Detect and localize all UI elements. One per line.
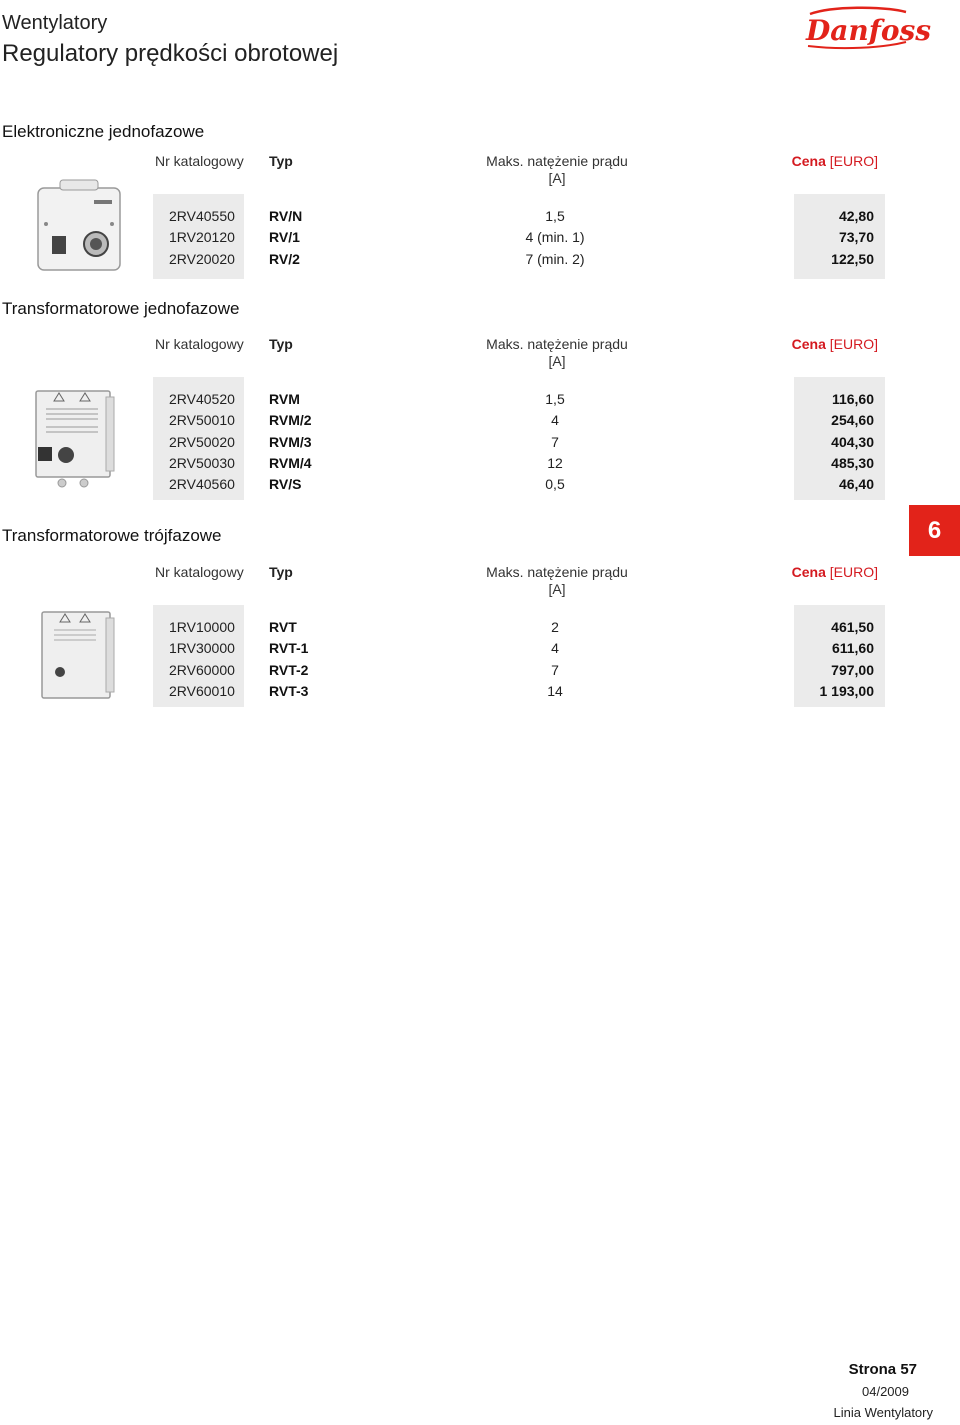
catalog-number: 2RV50030	[169, 455, 235, 471]
price-header-unit: [EURO]	[829, 336, 878, 352]
catalog-number: 2RV40520	[169, 391, 235, 407]
price-header-unit: [EURO]	[829, 153, 878, 169]
max-current: 2	[551, 619, 559, 635]
column-header-price	[760, 153, 878, 170]
table-row	[0, 410, 960, 431]
price: 461,50	[831, 619, 874, 635]
max-current: 1,5	[545, 391, 565, 407]
page-title: Regulatory prędkości obrotowej	[2, 40, 339, 67]
max-current: 12	[547, 455, 563, 471]
table-row	[0, 227, 960, 248]
max-current: 4	[551, 412, 559, 428]
column-header-price	[760, 336, 878, 353]
type: RVT-3	[269, 683, 309, 699]
page-category: Wentylatory	[2, 12, 108, 34]
type: RVT	[269, 619, 297, 635]
table-row	[0, 681, 960, 702]
table-row	[0, 206, 960, 227]
column-header-current	[480, 153, 634, 187]
table-row	[0, 389, 960, 410]
section-title: Transformatorowe jednofazowe	[2, 299, 240, 318]
table-row	[0, 617, 960, 638]
column-header-code: Nr katalogowy	[155, 153, 244, 169]
current-header-line1: Maks. natężenie prądu	[486, 153, 628, 169]
max-current: 7 (min. 2)	[525, 251, 585, 267]
max-current: 1,5	[545, 208, 565, 224]
edition-date: 04/2009	[862, 1384, 909, 1399]
svg-text:Danfoss: Danfoss	[806, 14, 932, 47]
column-header-price	[760, 564, 878, 581]
price: 116,60	[831, 391, 874, 407]
table-row	[0, 453, 960, 474]
current-header-line2: [A]	[548, 353, 566, 369]
column-header-code: Nr katalogowy	[155, 564, 244, 580]
column-header-current	[480, 564, 634, 598]
max-current: 7	[551, 662, 559, 678]
danfoss-logo	[802, 4, 932, 50]
catalog-number: 1RV30000	[169, 640, 235, 656]
current-header-line1: Maks. natężenie prądu	[486, 336, 628, 352]
type: RVT-2	[269, 662, 309, 678]
current-header-line1: Maks. natężenie prądu	[486, 564, 628, 580]
catalog-number: 2RV40560	[169, 476, 235, 492]
table-row	[0, 660, 960, 681]
table-row	[0, 474, 960, 495]
price: 73,70	[838, 229, 874, 245]
current-header-line2: [A]	[548, 581, 566, 597]
section-title: Transformatorowe trójfazowe	[2, 526, 222, 545]
max-current: 7	[551, 434, 559, 450]
table-row	[0, 432, 960, 453]
price: 1 193,00	[819, 683, 874, 699]
max-current: 14	[547, 683, 563, 699]
price: 42,80	[838, 208, 874, 224]
type: RVM/4	[269, 455, 312, 471]
catalog-number: 1RV10000	[169, 619, 235, 635]
catalog-number: 2RV50020	[169, 434, 235, 450]
catalog-number: 2RV60010	[169, 683, 235, 699]
type: RVT-1	[269, 640, 309, 656]
table-row	[0, 249, 960, 270]
price: 485,30	[831, 455, 874, 471]
column-header-current	[480, 336, 634, 370]
page-number: Strona 57	[848, 1361, 917, 1378]
price: 611,60	[831, 640, 874, 656]
price-header-word: Cena	[791, 564, 826, 580]
product-line: Linia Wentylatory	[833, 1405, 933, 1420]
type: RV/1	[269, 229, 300, 245]
type: RVM/2	[269, 412, 312, 428]
price-header-word: Cena	[791, 153, 826, 169]
max-current: 4	[551, 640, 559, 656]
price: 797,00	[831, 662, 874, 678]
price: 122,50	[831, 251, 874, 267]
type: RV/2	[269, 251, 300, 267]
type: RVM	[269, 391, 300, 407]
price: 46,40	[838, 476, 874, 492]
column-header-type: Typ	[269, 564, 293, 580]
chapter-tab: 6	[909, 505, 960, 556]
type: RV/S	[269, 476, 302, 492]
catalog-number: 2RV20020	[169, 251, 235, 267]
type: RV/N	[269, 208, 303, 224]
section-title: Elektroniczne jednofazowe	[2, 122, 205, 141]
type: RVM/3	[269, 434, 312, 450]
price: 404,30	[831, 434, 874, 450]
column-header-code: Nr katalogowy	[155, 336, 244, 352]
price-header-word: Cena	[791, 336, 826, 352]
catalog-number: 1RV20120	[169, 229, 235, 245]
catalog-number: 2RV50010	[169, 412, 235, 428]
catalog-number: 2RV40550	[169, 208, 235, 224]
price: 254,60	[831, 412, 874, 428]
column-header-type: Typ	[269, 336, 293, 352]
current-header-line2: [A]	[548, 170, 566, 186]
table-row	[0, 638, 960, 659]
max-current: 0,5	[545, 476, 565, 492]
price-header-unit: [EURO]	[829, 564, 878, 580]
column-header-type: Typ	[269, 153, 293, 169]
catalog-number: 2RV60000	[169, 662, 235, 678]
max-current: 4 (min. 1)	[525, 229, 585, 245]
